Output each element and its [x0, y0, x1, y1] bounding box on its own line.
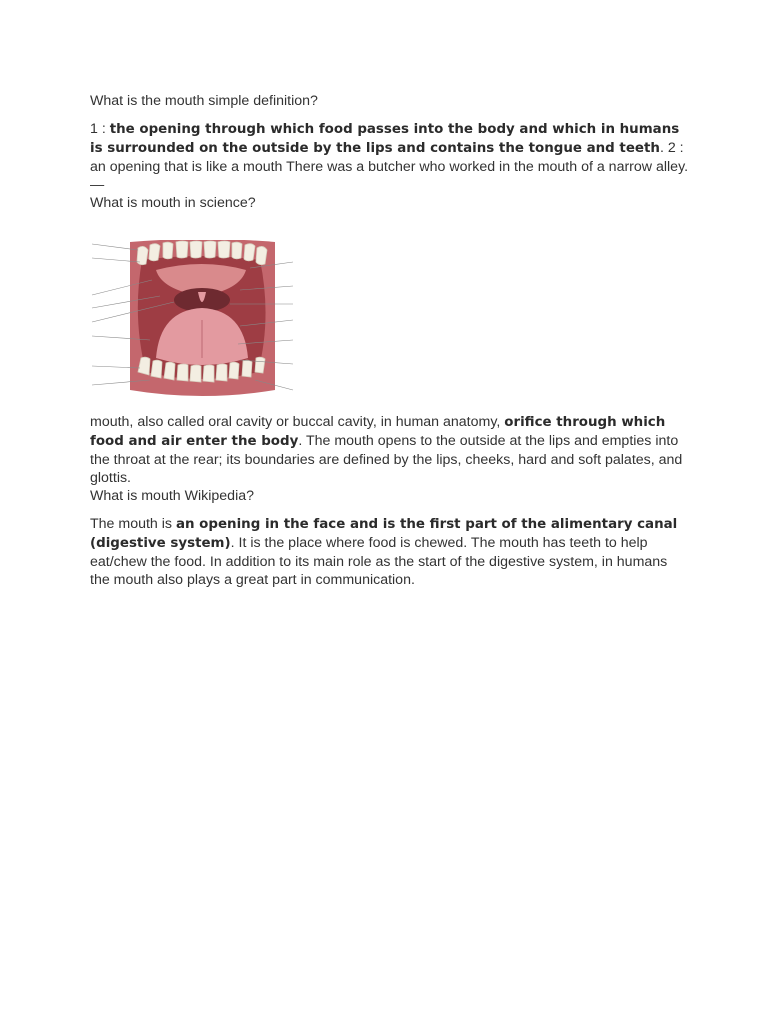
answer-suffix: . The mouth opens to the outside at the lips and empties into the throat at the rear; its boundaries are defined by the lips, cheeks, hard and soft palates, and glottis. — [90, 433, 683, 486]
answer-bold: an opening in the face and is the first part of the alimentary canal (digestive system) — [90, 517, 678, 551]
document-body — [90, 92, 690, 589]
question-mouth-definition: What is the mouth simple definition? — [90, 93, 318, 109]
answer-bold: orifice through which food and air enter the body — [90, 415, 666, 449]
question-mouth-wikipedia: What is mouth Wikipedia? — [90, 488, 255, 504]
answer-suffix: . It is the place where food is chewed. The mouth has teeth to help eat/chew the food. In addition to its main role as the start of the digestive system, in humans the mouth also plays a great part in communication. — [90, 535, 668, 588]
answer-prefix: The mouth is — [90, 516, 176, 532]
answer-prefix: mouth, also called oral cavity or buccal cavity, in human anatomy, — [90, 414, 505, 430]
answer-mouth-definition — [90, 120, 690, 194]
mouth-anatomy-figure — [90, 240, 295, 397]
answer-suffix: . 2 : an opening that is like a mouth There was a butcher who worked in the mouth of a narrow alley.— — [90, 140, 689, 193]
answer-prefix: 1 : — [90, 121, 110, 137]
mouth-anatomy-diagram-icon — [90, 240, 295, 397]
answer-bold: the opening through which food passes into the body and which in humans is surrounded on the outside by the lips and contains the tongue and teeth — [90, 122, 680, 156]
question-mouth-science: What is mouth in science? — [90, 195, 256, 211]
answer-mouth-science — [90, 413, 690, 487]
answer-mouth-wikipedia — [90, 515, 690, 589]
